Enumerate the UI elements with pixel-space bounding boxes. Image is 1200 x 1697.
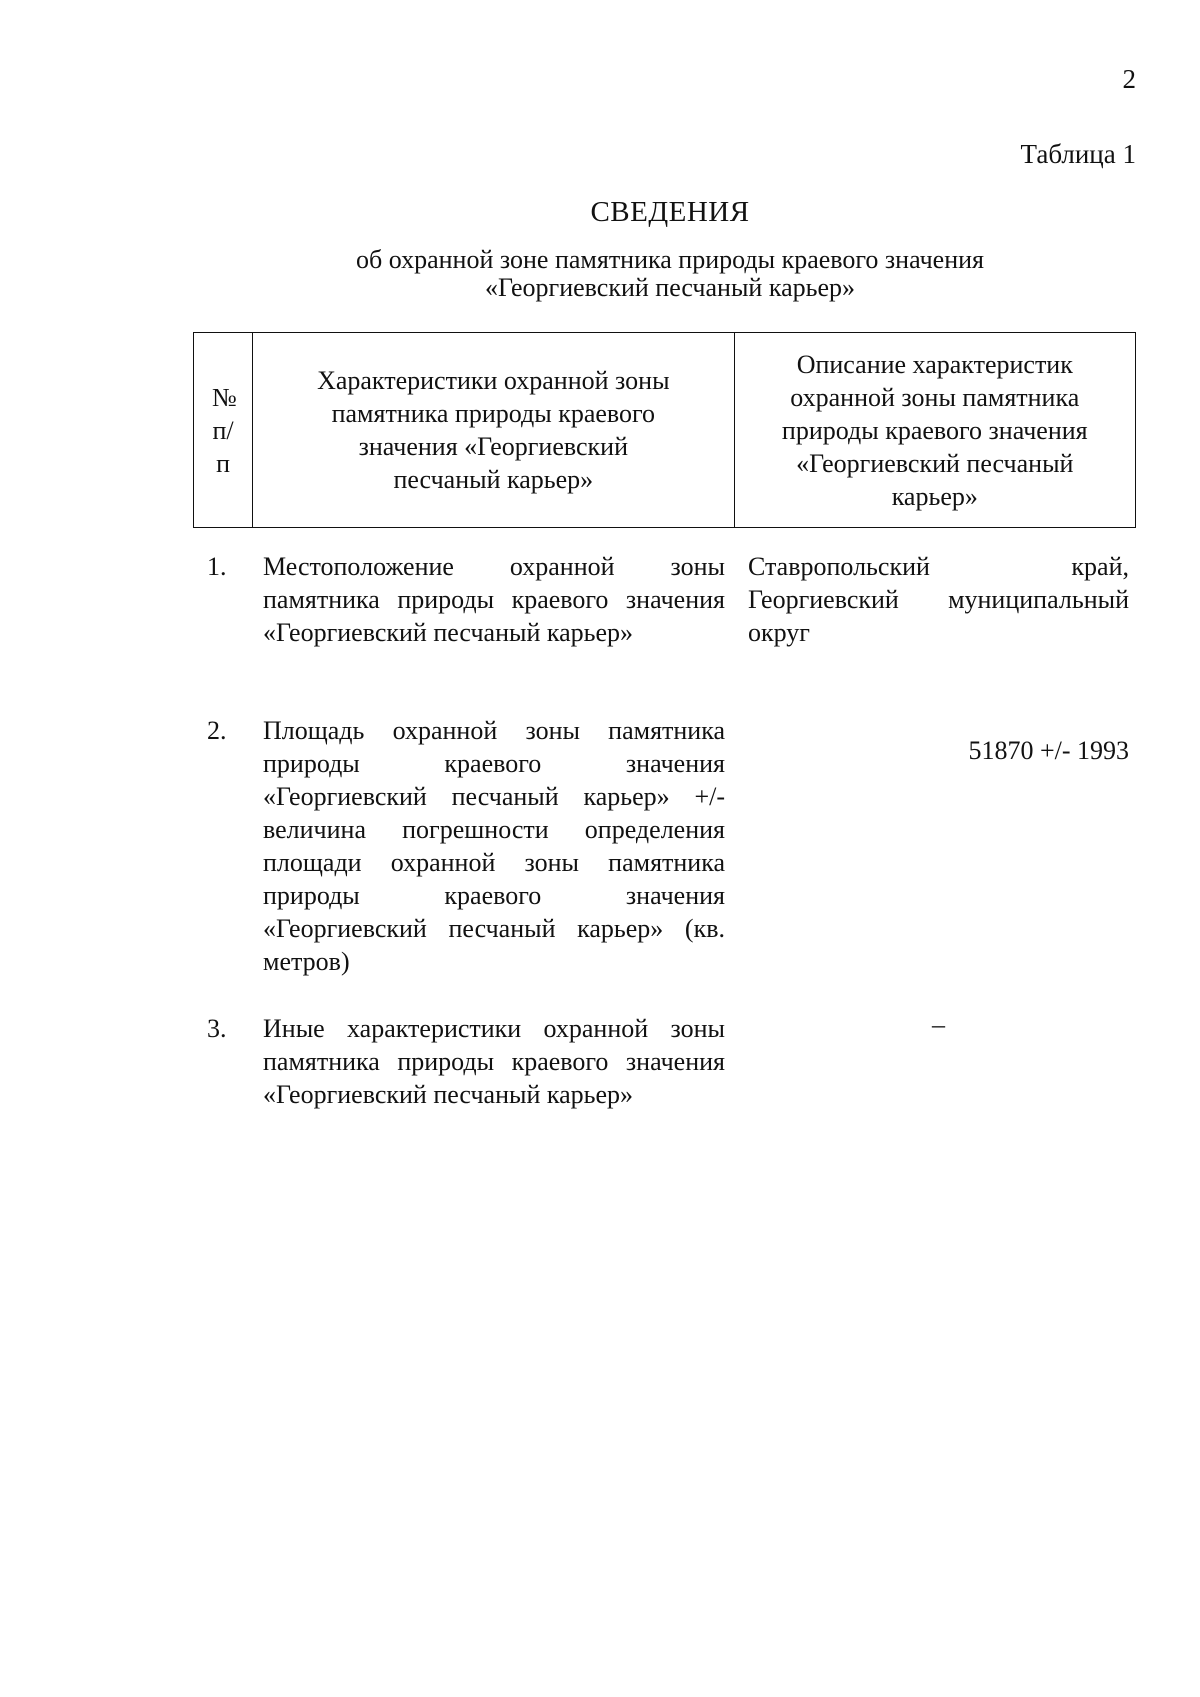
info-table-header (193, 332, 1136, 528)
row-number: 1. (207, 552, 227, 581)
header-characteristics: Характеристики охранной зоны памятника природы краевого значения «Георгиевский песчаный карьер» (253, 333, 735, 528)
page-number: 2 (1122, 64, 1136, 94)
row-description: – (932, 1010, 945, 1039)
row-description: 51870 +/- 1993 (968, 736, 1129, 765)
document-title: СВЕДЕНИЯ (590, 196, 750, 228)
subtitle-line-1: об охранной зоне памятника природы краевого значения (356, 245, 984, 274)
header-number: № п/п (194, 333, 253, 528)
subtitle-line-2: «Георгиевский песчаный карьер» (484, 273, 856, 302)
row-characteristic: Площадь охранной зоны памятника природы краевого значения «Георгиевский песчаный карьер» +/- величина погрешности определения площади охранной зоны памятника природы краевого значения «Георгиевский песчаный карьер» (кв. метров) (263, 716, 725, 976)
document-subtitle (0, 246, 1200, 302)
row-number: 3. (207, 1014, 227, 1043)
header-description: Описание характеристик охранной зоны памятника природы краевого значения «Георгиевский песчаный карьер» (734, 333, 1135, 528)
table-header-row (194, 333, 1136, 528)
row-number: 2. (207, 716, 227, 745)
row-characteristic: Местоположение охранной зоны памятника природы краевого значения «Георгиевский песчаный карьер» (263, 552, 725, 647)
row-characteristic: Иные характеристики охранной зоны памятника природы краевого значения «Георгиевский песчаный карьер» (263, 1014, 725, 1109)
row-description: Ставропольский край, Георгиевский муниципальный округ (748, 552, 1129, 647)
table-label: Таблица 1 (1020, 139, 1136, 169)
